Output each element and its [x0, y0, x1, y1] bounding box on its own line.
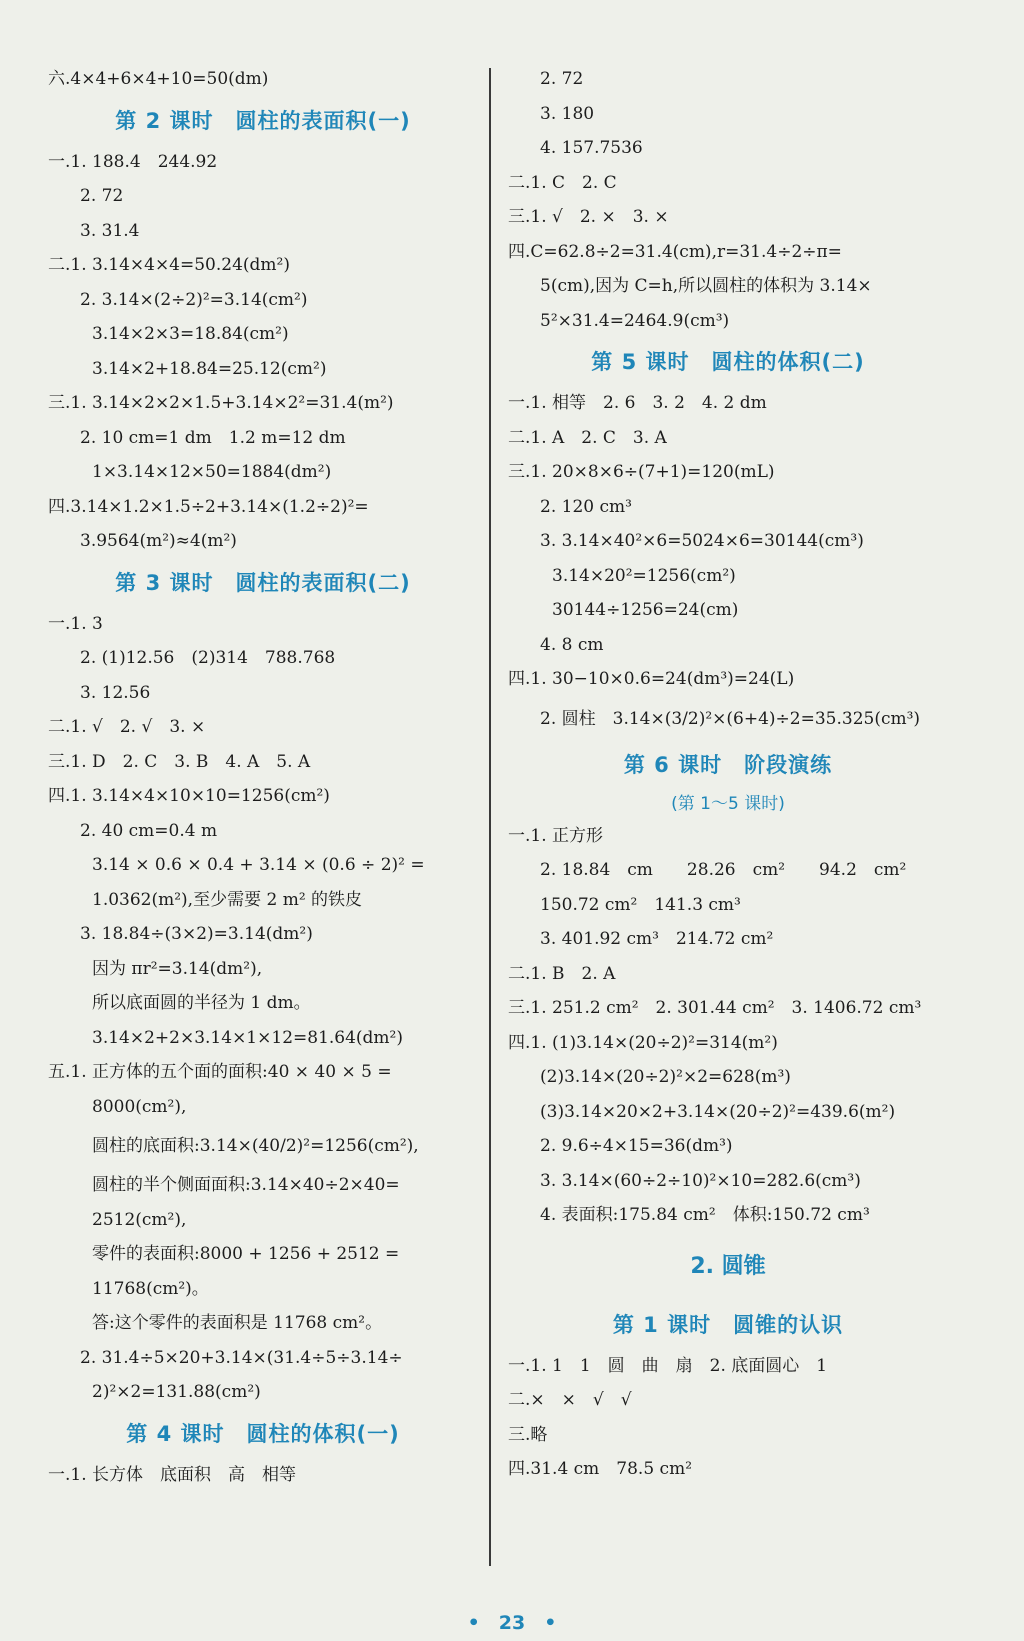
answer-line: 二.1. 3.14×4×4=50.24(dm²): [48, 255, 290, 275]
answer-line: 3. 18.84÷(3×2)=3.14(dm²): [80, 924, 313, 944]
answer-line: 三.1. D 2. C 3. B 4. A 5. A: [48, 751, 311, 772]
answer-line: 2. 31.4÷5×20+3.14×(31.4÷5÷3.14÷: [80, 1347, 403, 1368]
answer-line: 3. 3.14×40²×6=5024×6=30144(cm³): [540, 531, 864, 551]
answer-line: 四.3.14×1.2×1.5÷2+3.14×(1.2÷2)²=: [48, 496, 369, 517]
answer-line: 5²×31.4=2464.9(cm³): [540, 310, 730, 331]
answer-line: 5(cm),因为 C=h,所以圆柱的体积为 3.14×: [540, 276, 872, 296]
answer-line: 2. 72: [540, 69, 584, 89]
answer-line: 2. 18.84 cm 28.26 cm² 94.2 cm²: [540, 860, 907, 880]
left-column: [48, 62, 478, 1492]
answer-line: 一.1. 相等 2. 6 3. 2 4. 2 dm: [508, 393, 767, 413]
answer-line: 2. 9.6÷4×15=36(dm³): [540, 1136, 733, 1156]
page-number: • 23 •: [467, 1612, 557, 1634]
answer-line: 因为 πr²=3.14(dm²),: [92, 958, 263, 979]
answer-line: 1.0362(m²),至少需要 2 m² 的铁皮: [92, 889, 363, 910]
section-2-heading: 2. 圆锥: [690, 1253, 766, 1279]
answer-line: 4. 8 cm: [540, 634, 604, 655]
answer-line: 四.1. (1)3.14×(20÷2)²=314(m²): [508, 1032, 778, 1053]
answer-line: 一.1. 188.4 244.92: [48, 151, 218, 172]
answer-line: 3. 12.56: [80, 682, 151, 703]
answer-line: 2. 120 cm³: [540, 496, 632, 517]
lesson-3-heading: 第 3 课时 圆柱的表面积(二): [115, 570, 411, 595]
answer-line: 一.1. 长方体 底面积 高 相等: [48, 1464, 297, 1485]
answer-line: 30144÷1256=24(cm): [552, 600, 739, 620]
answer-line: 圆柱的底面积:3.14×(40/2)²=1256(cm²),: [92, 1136, 419, 1156]
answer-line: 答:这个零件的表面积是 11768 cm²。: [92, 1313, 383, 1333]
lesson-2-heading: 第 2 课时 圆柱的表面积(一): [115, 108, 411, 133]
answer-line: 3.14×20²=1256(cm²): [552, 565, 736, 586]
answer-line: 一.1. 正方形: [508, 825, 604, 846]
answer-line: 3. 3.14×(60÷2÷10)²×10=282.6(cm³): [540, 1170, 861, 1191]
answer-line: 四.1. 30−10×0.6=24(dm³)=24(L): [508, 669, 795, 689]
answer-line: 3.14×2+18.84=25.12(cm²): [92, 358, 327, 379]
answer-line: 2. 40 cm=0.4 m: [80, 820, 218, 841]
answer-line: 圆柱的半个侧面面积:3.14×40÷2×40=: [92, 1175, 400, 1195]
answer-line: 3.14×2+2×3.14×1×12=81.64(dm²): [92, 1027, 403, 1048]
right-column: [508, 62, 948, 1487]
answer-line: 四.C=62.8÷2=31.4(cm),r=31.4÷2÷π=: [508, 241, 842, 262]
answer-line: 一.1. 3: [48, 613, 103, 634]
answer-line: 三.1. 20×8×6÷(7+1)=120(mL): [508, 462, 775, 482]
answer-line: 2)²×2=131.88(cm²): [92, 1382, 261, 1402]
column-divider: [489, 68, 491, 1566]
answer-line: 所以底面圆的半径为 1 dm。: [92, 993, 311, 1013]
answer-line: 2. 72: [80, 186, 124, 206]
answer-line: 四.1. 3.14×4×10×10=1256(cm²): [48, 786, 330, 806]
answer-line: 3. 401.92 cm³ 214.72 cm²: [540, 929, 774, 949]
answer-line: 3. 180: [540, 103, 595, 124]
answer-line: 五.1. 正方体的五个面的面积:40 × 40 × 5 =: [48, 1062, 392, 1082]
answer-line: 4. 157.7536: [540, 138, 643, 158]
answer-line: 150.72 cm² 141.3 cm³: [540, 894, 741, 915]
answer-line: 三.1. √ 2. × 3. ×: [508, 207, 669, 227]
answer-line: 四.31.4 cm 78.5 cm²: [508, 1459, 693, 1479]
answer-line: 3.14×2×3=18.84(cm²): [92, 324, 289, 344]
answer-line: 2. (1)12.56 (2)314 788.768: [80, 648, 336, 668]
answer-line: (2)3.14×(20÷2)²×2=628(m³): [540, 1067, 791, 1087]
answer-line: 3.9564(m²)≈4(m²): [80, 531, 237, 551]
answer-line: 11768(cm²)。: [92, 1278, 209, 1299]
answer-line: 二.1. B 2. A: [508, 963, 616, 984]
answer-line: 2. 圆柱 3.14×(3/2)²×(6+4)÷2=35.325(cm³): [540, 708, 921, 729]
cone-lesson-1-heading: 第 1 课时 圆锥的认识: [612, 1312, 844, 1337]
lesson-5-heading: 第 5 课时 圆柱的体积(二): [591, 350, 865, 374]
answer-line: 1×3.14×12×50=1884(dm²): [92, 462, 332, 482]
answer-line: (3)3.14×20×2+3.14×(20÷2)²=439.6(m²): [540, 1101, 896, 1122]
answer-line: 二.1. C 2. C: [508, 172, 617, 193]
answer-line: 三.1. 3.14×2×2×1.5+3.14×2²=31.4(m²): [48, 393, 394, 413]
lesson-6-heading: 第 6 课时 阶段演练: [623, 752, 833, 777]
lesson-4-heading: 第 4 课时 圆柱的体积(一): [126, 1421, 400, 1446]
answer-line: 二.× × √ √: [508, 1390, 632, 1410]
answer-line: 六.4×4+6×4+10=50(dm): [48, 69, 269, 89]
answer-line: 2. 3.14×(2÷2)²=3.14(cm²): [80, 289, 308, 310]
answer-line: 三.1. 251.2 cm² 2. 301.44 cm² 3. 1406.72 cm³: [508, 998, 922, 1018]
answer-line: 2512(cm²),: [92, 1209, 187, 1230]
answer-line: 三.略: [508, 1424, 548, 1445]
answer-line: 零件的表面积:8000 + 1256 + 2512 =: [92, 1244, 400, 1264]
answer-line: 8000(cm²),: [92, 1096, 187, 1117]
answer-line: 二.1. √ 2. √ 3. ×: [48, 717, 206, 737]
answer-line: 2. 10 cm=1 dm 1.2 m=12 dm: [80, 427, 346, 448]
answer-line: 3.14 × 0.6 × 0.4 + 3.14 × (0.6 ÷ 2)² =: [92, 855, 425, 875]
answer-line: 一.1. 1 1 圆 曲 扇 2. 底面圆心 1: [508, 1355, 828, 1376]
answer-line: 3. 31.4: [80, 220, 140, 241]
lesson-6-subheading: (第 1～5 课时): [671, 793, 785, 814]
answer-line: 4. 表面积:175.84 cm² 体积:150.72 cm³: [540, 1205, 870, 1225]
answer-line: 二.1. A 2. C 3. A: [508, 427, 667, 448]
